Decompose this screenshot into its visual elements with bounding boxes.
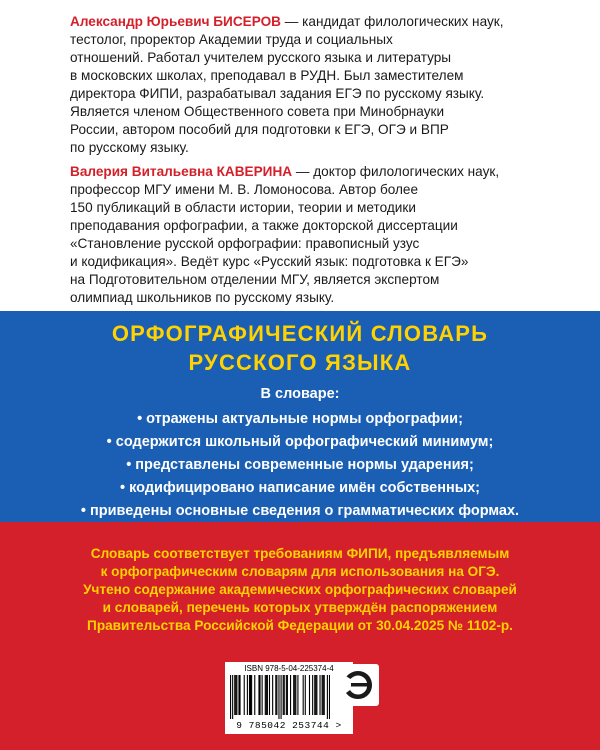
barcode-bar — [232, 675, 233, 719]
author-bio-line: 150 публикаций в области истории, теории и методики — [70, 200, 416, 215]
author-bio-kaverina — [70, 163, 530, 307]
author-bio-line: олимпиад школьников по русскому языку. — [70, 290, 335, 305]
compliance-line: Правительства Российской Федерации от 30.04.2025 № 1102-р. — [87, 618, 513, 633]
book-title-line: ОРФОГРАФИЧЕСКИЙ СЛОВАРЬ — [111, 321, 489, 346]
barcode-bar — [267, 675, 268, 715]
barcode-bar — [290, 675, 291, 715]
barcode-bar — [314, 675, 315, 715]
barcode-bar — [309, 675, 310, 715]
barcode-number: 9 785042 253744 > — [236, 720, 342, 731]
barcode-bar — [297, 675, 298, 715]
author-bio-line: преподавания орфографии, а также докторской диссертации — [70, 218, 458, 233]
features-intro: В словаре: — [260, 386, 340, 402]
author-bio-line: профессор МГУ имени М. В. Ломоносова. Автор более — [70, 182, 419, 197]
barcode-bar — [244, 675, 245, 715]
feature-item: • содержится школьный орфографический минимум; — [106, 434, 494, 450]
author-bio-line: «Становление русской орфографии: правописный узус — [70, 236, 420, 251]
book-title-line: РУССКОГО ЯЗЫКА — [188, 350, 412, 375]
barcode-bar — [234, 675, 235, 715]
barcode-bar — [236, 675, 237, 715]
barcode-bar — [278, 675, 279, 719]
compliance-section — [0, 522, 600, 750]
author-bio-line: и кодификация». Ведёт курс «Русский язык: подготовка к ЕГЭ» — [70, 254, 469, 269]
barcode-bar — [284, 675, 285, 715]
barcode-bar — [327, 675, 328, 719]
feature-item: • кодифицировано написание имён собственных; — [119, 480, 480, 496]
barcode-bar — [305, 675, 306, 715]
barcode-bar — [319, 675, 320, 715]
barcode-bar — [239, 675, 240, 715]
barcode-bar — [315, 675, 316, 715]
barcode-bar — [293, 675, 294, 715]
barcode-bar — [316, 675, 317, 715]
author-bio-line: на Подготовительном отделении МГУ, является экспертом — [70, 272, 440, 287]
barcode-bar — [323, 675, 324, 715]
barcode-bar — [276, 675, 277, 715]
barcode-bar — [275, 675, 276, 715]
barcode-bar — [250, 675, 251, 715]
barcode-bar — [235, 675, 236, 715]
feature-item: • представлены современные нормы ударения; — [126, 457, 474, 473]
barcode-bar — [249, 675, 250, 715]
author-bio-line: отношений. Работал учителем русского языка и литературы — [70, 50, 452, 65]
author-bio-line: Является членом Общественного совета при Минобрнауки — [70, 104, 445, 119]
author-bio-biserov — [70, 13, 530, 157]
compliance-line: и словарей, перечень которых утверждён распоряжением — [102, 600, 498, 615]
author-name: Валерия Витальевна КАВЕРИНА — [70, 164, 293, 179]
features-list — [0, 408, 600, 523]
barcode-bar — [303, 675, 304, 715]
author-name: Александр Юрьевич БИСЕРОВ — [70, 14, 281, 29]
barcode-bar — [230, 675, 231, 719]
compliance-line: к орфографическим словарям для использования на ОГЭ. — [100, 564, 500, 579]
barcode-bar — [269, 675, 270, 715]
author-bio-line: — доктор филологических наук, — [292, 164, 500, 179]
compliance-line: Учтено содержание академических орфографических словарей — [83, 582, 517, 597]
feature-item: • приведены основные сведения о грамматических формах. — [80, 503, 520, 519]
barcode-bar — [251, 675, 252, 715]
book-info-section — [0, 311, 600, 522]
barcode-bar — [266, 675, 267, 715]
isbn-text: ISBN 978-5-04-225374-4 — [244, 664, 334, 673]
barcode-bar — [247, 675, 248, 715]
author-bio-line: в московских школах, преподавал в РУДН. Был заместителем — [70, 68, 464, 83]
barcode-bar — [258, 675, 259, 715]
barcode-bar — [283, 675, 284, 715]
barcode-bar — [295, 675, 296, 715]
barcode-bar — [322, 675, 323, 715]
barcode-bars — [230, 675, 330, 719]
feature-item: • отражены актуальные нормы орфографии; — [137, 411, 463, 427]
barcode-bar — [294, 675, 295, 715]
barcode-bar — [265, 675, 266, 715]
barcode-bar — [259, 675, 260, 715]
barcode-bar — [262, 675, 263, 715]
author-bio-line: России, автором пособий для подготовки к ЕГЭ, ОГЭ и ВПР — [70, 122, 449, 137]
eksmo-e-logo-icon — [337, 664, 379, 706]
barcode-bar — [254, 675, 255, 715]
barcode-bar — [238, 675, 239, 715]
author-bio-line: тестолог, проректор Академии труда и социальных — [70, 32, 393, 47]
barcode-bar — [329, 675, 330, 719]
compliance-text — [60, 545, 540, 635]
barcode-bar — [286, 675, 287, 715]
author-bio-line: директора ФИПИ, разрабатывал задания ЕГЭ по русскому языку. — [70, 86, 485, 101]
author-bio-line: по русскому языку. — [70, 140, 189, 155]
compliance-line: Словарь соответствует требованиям ФИПИ, предъявляемым — [90, 546, 510, 561]
authors-section — [0, 0, 600, 311]
barcode — [225, 662, 353, 734]
book-title — [0, 319, 600, 377]
barcode-bar — [281, 675, 282, 719]
barcode-bar — [287, 675, 288, 715]
barcode-bar — [272, 675, 273, 715]
author-bio-line: — кандидат филологических наук, — [281, 14, 504, 29]
barcode-bar — [324, 675, 325, 715]
barcode-bar — [312, 675, 313, 715]
